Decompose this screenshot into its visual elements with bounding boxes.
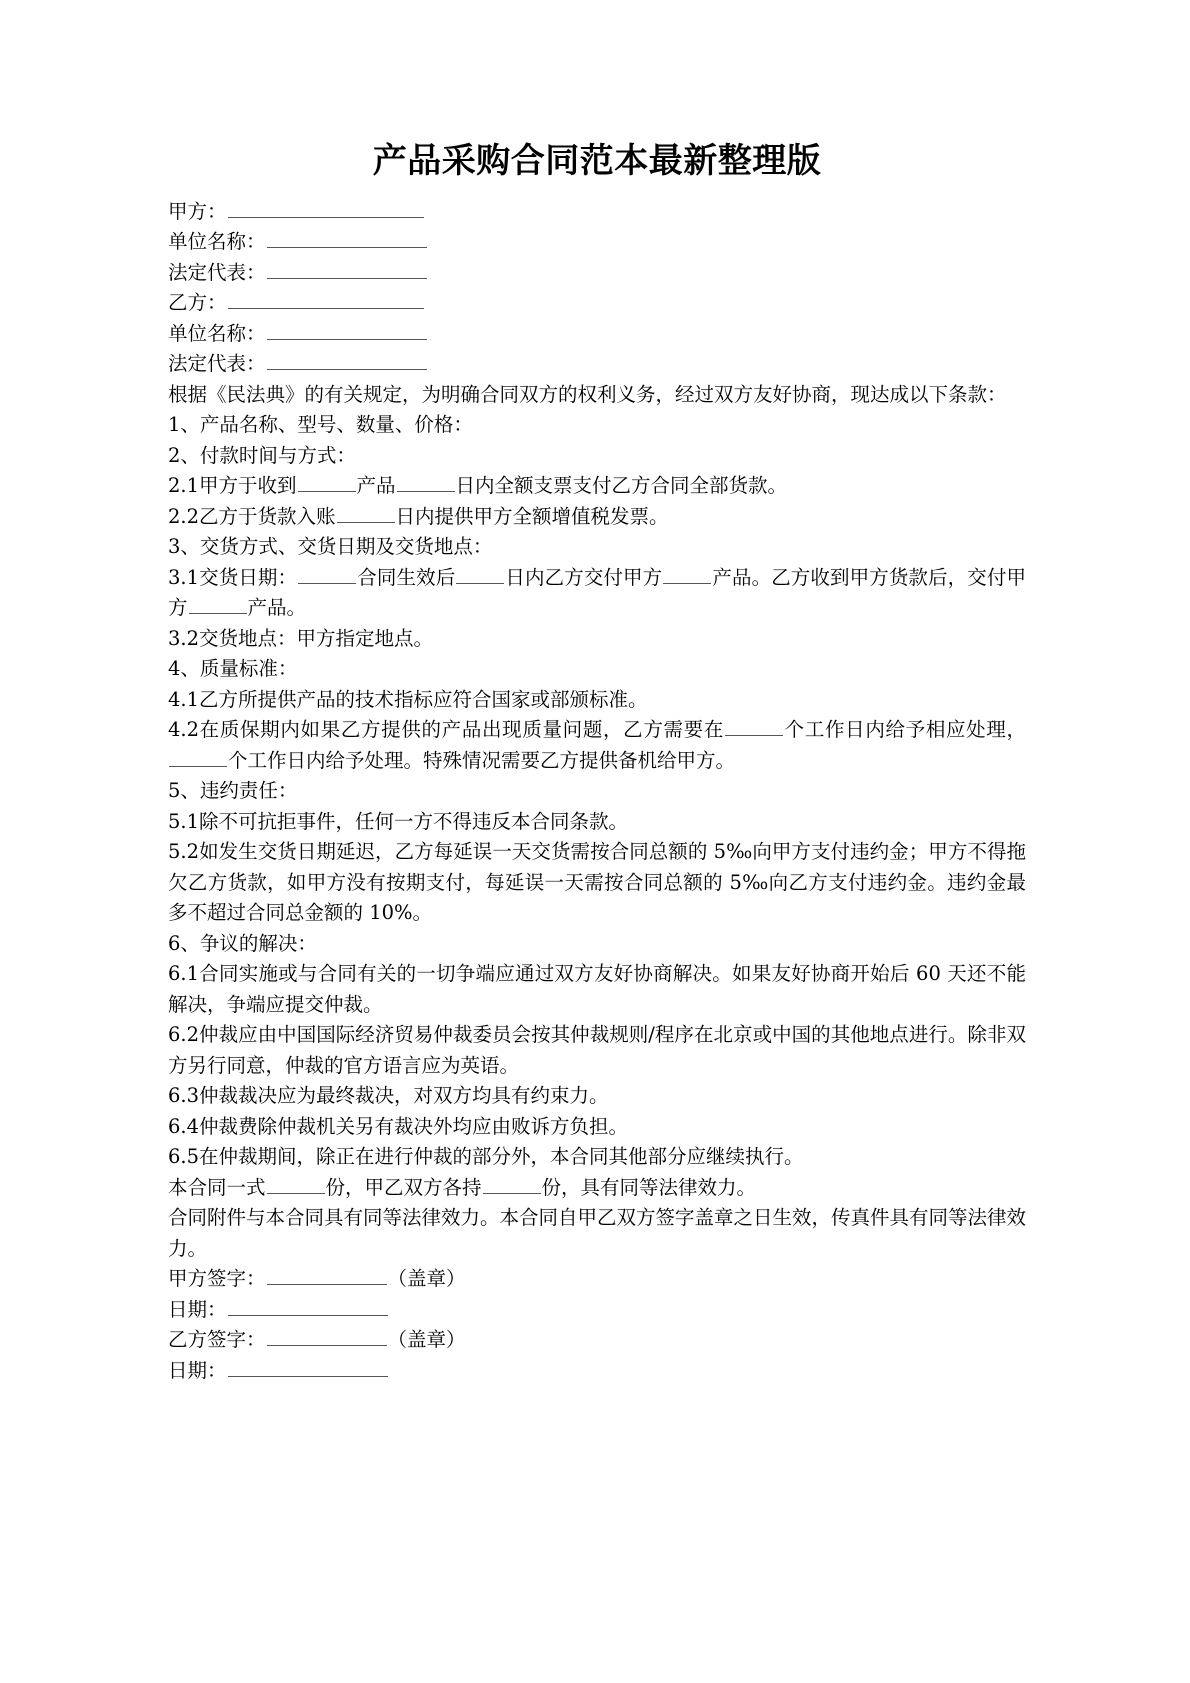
clause-5-2: 5.2如发生交货日期延迟，乙方每延误一天交货需按合同总额的 5‰向甲方支付违约金；甲方不得拖欠乙方货款，如甲方没有按期支付，每延误一天需按合同总额的 5‰向乙方支付违约金。违约金最多不超过合同总金额的 10%。 (168, 840, 1026, 924)
party-field-jiafang-unit (168, 227, 1026, 258)
party-field-label: 乙方： (168, 291, 227, 314)
clause-3-heading: 3、交货方式、交货日期及交货地点： (168, 535, 493, 558)
blank-line[interactable] (267, 259, 427, 279)
blank-line[interactable] (725, 716, 783, 736)
clause-text: 产品。 (247, 596, 307, 619)
blank-line[interactable] (298, 564, 356, 584)
clause-text: 产品 (356, 474, 396, 497)
signature-label: 日期： (168, 1358, 227, 1382)
clause-text: 份，甲乙双方各持 (325, 1175, 482, 1199)
clause-text: 日内乙方交付甲方 (505, 565, 663, 589)
signature-seal-note: （盖章） (387, 1267, 466, 1290)
party-field-jiafang-representative (168, 258, 1026, 289)
clause-6-5: 6.5在仲裁期间，除正在进行仲裁的部分外，本合同其他部分应继续执行。 (168, 1145, 804, 1168)
clause-5-1: 5.1除不可抗拒事件，任何一方不得违反本合同条款。 (168, 809, 629, 833)
clause-2-heading: 2、付款时间与方式： (168, 443, 356, 467)
signature-seal-note: （盖章） (387, 1328, 466, 1351)
clause-text: 2.2乙方于货款入账 (168, 504, 336, 528)
signature-label: 甲方签字： (168, 1267, 266, 1290)
clause-6-1: 6.1合同实施或与合同有关的一切争端应通过双方友好协商解决。如果友好协商开始后 60 天还不能解决，争端应提交仲裁。 (168, 962, 1026, 1016)
clause-2-2 (168, 502, 1026, 533)
party-field-label: 单位名称： (168, 230, 266, 253)
blank-line[interactable] (267, 1326, 387, 1346)
clause-3-1 (168, 563, 1026, 624)
blank-line[interactable] (228, 289, 424, 309)
clause-4-1: 4.1乙方所提供产品的技术指标应符合国家或部颁标准。 (168, 687, 648, 711)
party-field-jiafang (168, 197, 1026, 228)
clause-5-heading: 5、违约责任： (168, 779, 298, 802)
clause-text: 产品。乙方收到甲方货款后，交付甲方 (168, 565, 1026, 619)
clause-4-2 (168, 715, 1026, 776)
party-field-yifang-unit (168, 319, 1026, 350)
clause-text: 份，具有同等法律效力。 (541, 1175, 757, 1199)
clause-2-1 (168, 471, 1026, 502)
party-field-yifang-representative (168, 349, 1026, 380)
preamble-paragraph: 根据《民法典》的有关规定，为明确合同双方的权利义务，经过双方友好协商，现达成以下条款： (168, 382, 1007, 406)
page-title: 产品采购合同范本最新整理版 (372, 141, 822, 181)
blank-line[interactable] (298, 472, 356, 492)
clause-6-2: 6.2仲裁应由中国国际经济贸易仲裁委员会按其仲裁规则/程序在北京或中国的其他地点进行。除非双方另行同意，仲裁的官方语言应为英语。 (168, 1023, 1026, 1077)
attachment-clause: 合同附件与本合同具有同等法律效力。本合同自甲乙双方签字盖章之日生效，传真件具有同等法律效力。 (168, 1206, 1027, 1260)
clause-text: 个工作日内给予相应处理， (784, 718, 1026, 741)
copies-clause (168, 1173, 1026, 1204)
blank-line[interactable] (267, 1265, 387, 1285)
clause-text: 3.1交货日期： (168, 565, 298, 589)
clause-1-heading: 1、产品名称、型号、数量、价格： (168, 413, 473, 436)
clause-3-2: 3.2交货地点：甲方指定地点。 (168, 626, 434, 650)
clause-text: 日内全额支票支付乙方合同全部货款。 (455, 474, 788, 497)
party-field-label: 法定代表： (168, 260, 266, 284)
clause-6-3: 6.3仲裁裁决应为最终裁决，对双方均具有约束力。 (168, 1084, 609, 1107)
blank-line[interactable] (456, 564, 504, 584)
clause-text: 本合同一式 (168, 1175, 266, 1199)
blank-line[interactable] (169, 747, 227, 767)
party-field-yifang (168, 288, 1026, 319)
signature-jiafang-date (168, 1295, 1026, 1326)
blank-line[interactable] (267, 1174, 325, 1194)
signature-yifang-date (168, 1356, 1026, 1387)
blank-line[interactable] (189, 594, 247, 614)
document-body (168, 140, 1026, 1386)
blank-line[interactable] (267, 350, 427, 370)
clause-6-4: 6.4仲裁费除仲裁机关另有裁决外均应由败诉方负担。 (168, 1114, 629, 1138)
clause-text: 2.1甲方于收到 (168, 474, 297, 497)
clause-text: 个工作日内给予处理。特殊情况需要乙方提供备机给甲方。 (228, 748, 736, 772)
signature-label: 日期： (168, 1297, 227, 1321)
blank-line[interactable] (228, 1357, 388, 1377)
blank-line[interactable] (337, 503, 395, 523)
clause-6-heading: 6、争议的解决： (168, 931, 317, 955)
blank-line[interactable] (663, 564, 711, 584)
blank-line[interactable] (267, 228, 427, 248)
party-field-label: 法定代表： (168, 352, 266, 375)
clause-4-heading: 4、质量标准： (168, 657, 298, 680)
clause-text: 日内提供甲方全额增值税发票。 (395, 504, 669, 528)
blank-line[interactable] (397, 472, 455, 492)
clause-text: 合同生效后 (357, 565, 456, 589)
party-field-label: 甲方： (168, 199, 227, 223)
signature-jiafang (168, 1264, 1026, 1295)
clause-text: 4.2在质保期内如果乙方提供的产品出现质量问题，乙方需要在 (168, 718, 724, 741)
party-field-label: 单位名称： (168, 321, 266, 345)
signature-yifang (168, 1325, 1026, 1356)
blank-line[interactable] (228, 1296, 388, 1316)
signature-label: 乙方签字： (168, 1328, 266, 1351)
blank-line[interactable] (267, 320, 427, 340)
blank-line[interactable] (228, 198, 424, 218)
blank-line[interactable] (483, 1174, 541, 1194)
